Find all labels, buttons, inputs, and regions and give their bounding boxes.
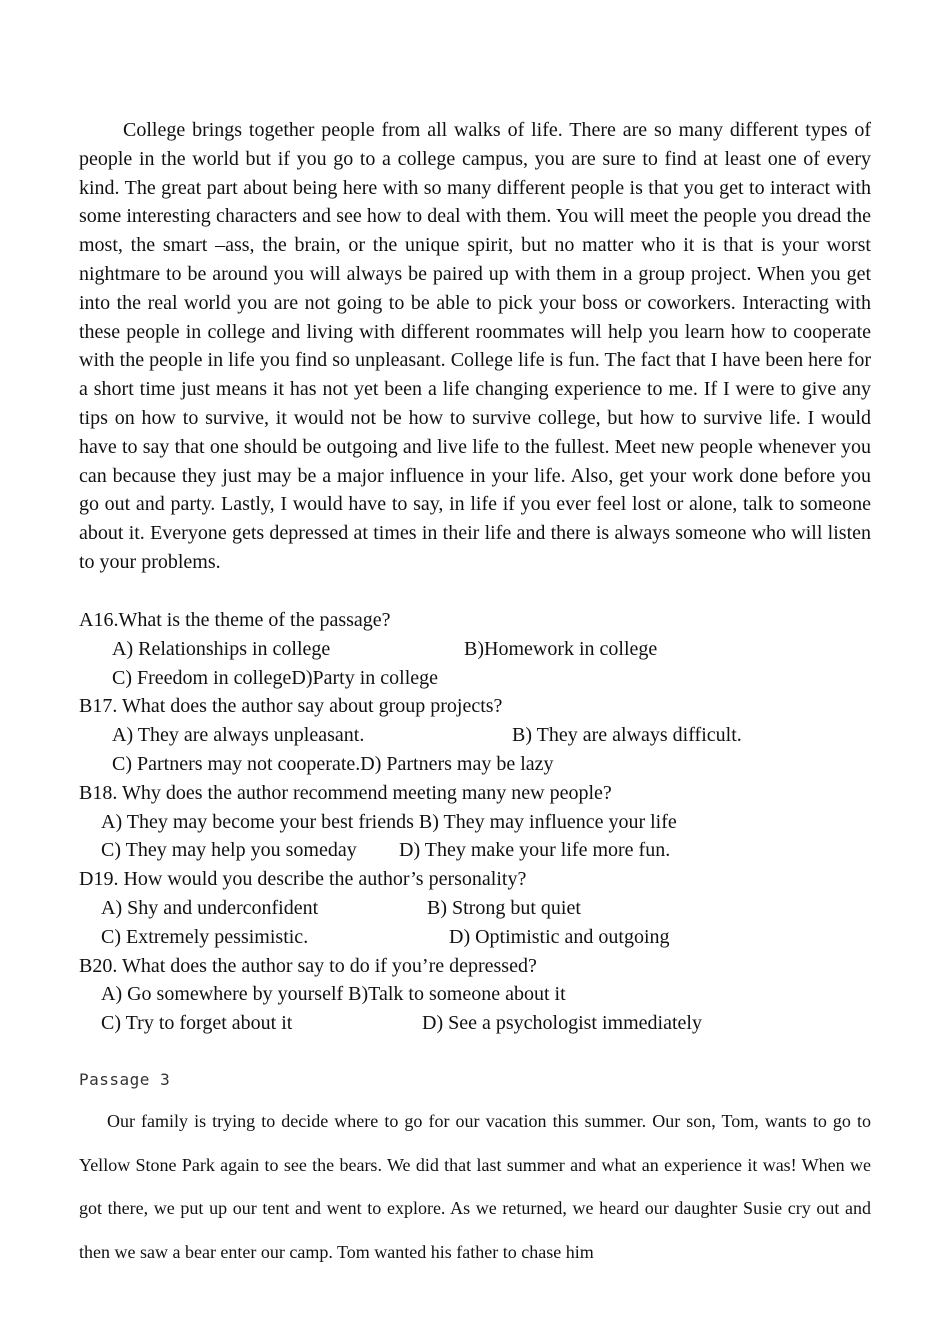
question-list	[79, 606, 871, 1038]
option-a: A) Relationships in college	[112, 637, 331, 660]
option-c: C) Extremely pessimistic.	[101, 925, 309, 948]
option-d: D)Party in college	[291, 666, 439, 689]
option-row	[79, 894, 871, 923]
option-c: C) Partners may not cooperate.	[112, 752, 361, 775]
option-a: A) Shy and underconfident	[101, 896, 319, 919]
option-c-d	[112, 750, 554, 779]
option-row	[79, 664, 871, 693]
option-b: B)Talk to someone about it	[348, 983, 566, 1006]
option-b: B) Strong but quiet	[427, 896, 581, 919]
option-a: A) They are always unpleasant.	[112, 724, 365, 747]
option-row	[79, 836, 871, 865]
option-a: A) Go somewhere by yourself	[101, 983, 344, 1006]
option-row	[79, 1009, 871, 1038]
option-row	[79, 808, 871, 837]
option-row	[79, 980, 871, 1009]
option-a: A) They may become your best friends	[101, 810, 414, 833]
passage-3-paragraph	[79, 1100, 871, 1274]
question-stem: B18. Why does the author recommend meeting many new people?	[79, 781, 612, 804]
option-a-b	[101, 808, 677, 837]
option-d: D) They make your life more fun.	[399, 839, 671, 862]
option-a-b	[101, 980, 566, 1009]
option-d: D) See a psychologist immediately	[422, 1012, 702, 1035]
option-row	[79, 635, 871, 664]
option-b: B) They are always difficult.	[512, 724, 742, 747]
option-d: D) Partners may be lazy	[360, 752, 554, 775]
question-stem: B20. What does the author say to do if you’re depressed?	[79, 954, 537, 977]
option-c: C) They may help you someday	[101, 839, 357, 862]
passage-3-title: Passage 3	[79, 1070, 171, 1089]
option-row	[79, 721, 871, 750]
option-row	[79, 923, 871, 952]
question-stem: B17. What does the author say about group projects?	[79, 695, 503, 718]
option-c: C) Freedom in college	[112, 666, 292, 689]
passage-paragraph	[79, 116, 871, 577]
question-stem: A16.What is the theme of the passage?	[79, 609, 391, 631]
option-b: B)Homework in college	[464, 637, 658, 660]
passage-text: College brings together people from all walks of life. There are so many different types of people in the world but if you go to a college campus, you are sure to find at least one of every kind. The great part about being here with so many different people is that you get to interact with some interesting characters and see how to deal with them. You will meet the people you dread the most, the smart –ass, the brain, or the unique spirit, but no matter who it is that is your worst nightmare to be around you will always be paired up with them in a group project. When you get into the real world you are not going to be able to pick your boss or coworkers. Interacting with these people in college and living with different roommates will help you learn how to cooperate with the people in life you find so unpleasant. College life is fun. The fact that I have been here for a short time just means it has not yet been a life changing experience to me. If I were to give any tips on how to survive, it would not be how to survive college, but how to survive life. I would have to say that one should be outgoing and live life to the fullest. Meet new people whenever you can because they just may be a major influence in your life. Also, get your work done before you go out and party. Lastly, I would have to say, in life if you ever feel lost or alone, talk to someone about it. Everyone gets depressed at times in their life and there is always someone who will listen to your problems.	[79, 119, 871, 573]
option-c-d	[112, 664, 438, 693]
option-row	[79, 750, 871, 779]
option-c: C) Try to forget about it	[101, 1012, 293, 1035]
option-b: B) They may influence your life	[418, 810, 677, 833]
question-stem: D19. How would you describe the author’s personality?	[79, 868, 527, 891]
passage-3-text: Our family is trying to decide where to go for our vacation this summer. Our son, Tom, wants to go to Yellow Stone Park again to see the bears. We did that last summer and what an experience it was! When we got there, we put up our tent and went to explore. As we returned, we heard our daughter Susie cry out and then we saw a bear enter our camp. Tom wanted his father to chase him	[79, 1111, 871, 1262]
option-d: D) Optimistic and outgoing	[449, 925, 670, 948]
